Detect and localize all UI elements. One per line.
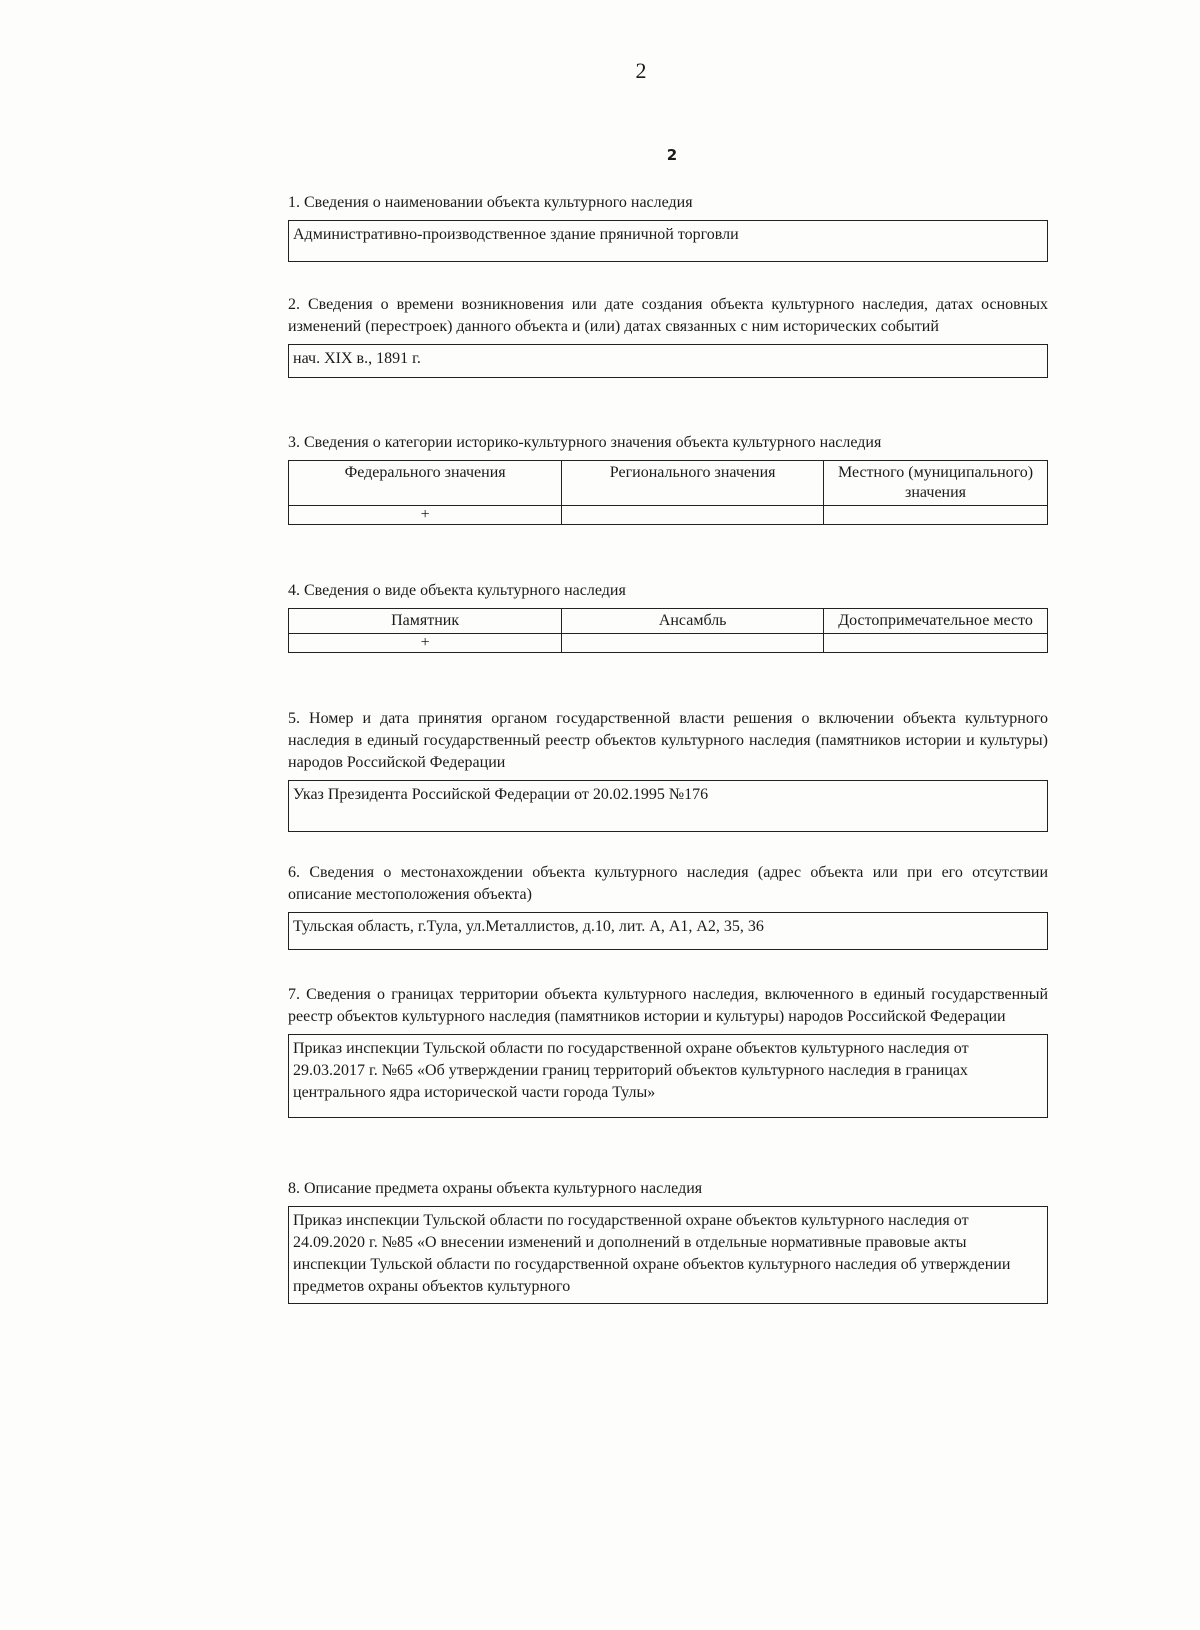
section-1-value: Административно-производственное здание пряничной торговли (288, 220, 1048, 262)
section-7 (288, 984, 1048, 1118)
category-local-header: Местного (муниципального) значения (824, 461, 1048, 506)
type-table (288, 608, 1048, 653)
category-table (288, 460, 1048, 525)
type-monument-header: Памятник (289, 609, 562, 634)
section-5-heading: 5. Номер и дата принятия органом государственной власти решения о включении объекта культурного наследия в единый государственный реестр объектов культурного наследия (памятников истории и культуры) народов Российской Федерации (288, 710, 1048, 771)
section-7-heading: 7. Сведения о границах территории объекта культурного наследия, включенного в единый государственный реестр объектов культурного наследия (памятников истории и культуры) народов Российской Федерации (288, 986, 1048, 1025)
type-landmark-header: Достопримечательное место (824, 609, 1048, 634)
category-federal-mark: + (289, 506, 562, 525)
category-regional-mark (562, 506, 824, 525)
type-ensemble-header: Ансамбль (562, 609, 824, 634)
page-number-top: 2 (635, 58, 647, 83)
category-regional-header: Регионального значения (562, 461, 824, 506)
section-6-heading: 6. Сведения о местонахождении объекта культурного наследия (адрес объекта или при его отсутствии описание местоположения объекта) (288, 864, 1048, 903)
section-8 (288, 1178, 1048, 1304)
section-5 (288, 708, 1048, 832)
type-landmark-mark (824, 634, 1048, 653)
section-2-heading: 2. Сведения о времени возникновения или дате создания объекта культурного наследия, датах основных изменений (перестроек) данного объекта и (или) датах связанных с ним исторических событий (288, 296, 1048, 335)
category-local-mark (824, 506, 1048, 525)
category-federal-header: Федерального значения (289, 461, 562, 506)
section-4-heading: 4. Сведения о виде объекта культурного наследия (288, 582, 626, 599)
section-2 (288, 294, 1048, 378)
section-1 (288, 192, 1048, 262)
type-ensemble-mark (562, 634, 824, 653)
section-8-value: Приказ инспекции Тульской области по государственной охране объектов культурного наследия от 24.09.2020 г. №85 «О внесении изменений и дополнений в отдельные нормативные правовые акты инспекции Тульской области по государственной охране объектов культурного наследия об утверждении предметов охраны объектов культурного (288, 1206, 1048, 1304)
section-6 (288, 862, 1048, 950)
section-3-heading: 3. Сведения о категории историко-культурного значения объекта культурного наследия (288, 434, 882, 451)
section-5-value: Указ Президента Российской Федерации от 20.02.1995 №176 (288, 780, 1048, 832)
section-4 (288, 580, 1048, 653)
section-7-value: Приказ инспекции Тульской области по государственной охране объектов культурного наследия от 29.03.2017 г. №65 «Об утверждении границ территорий объектов культурного наследия в границах центрального ядра исторической части города Тулы» (288, 1034, 1048, 1118)
section-6-value: Тульская область, г.Тула, ул.Металлистов, д.10, лит. А, А1, А2, 35, 36 (288, 912, 1048, 950)
page-number-inner: 2 (666, 146, 678, 164)
section-2-value: нач. XIX в., 1891 г. (288, 344, 1048, 378)
section-3 (288, 432, 1048, 525)
section-8-heading: 8. Описание предмета охраны объекта культурного наследия (288, 1180, 703, 1197)
section-1-heading: 1. Сведения о наименовании объекта культурного наследия (288, 194, 693, 211)
type-monument-mark: + (289, 634, 562, 653)
